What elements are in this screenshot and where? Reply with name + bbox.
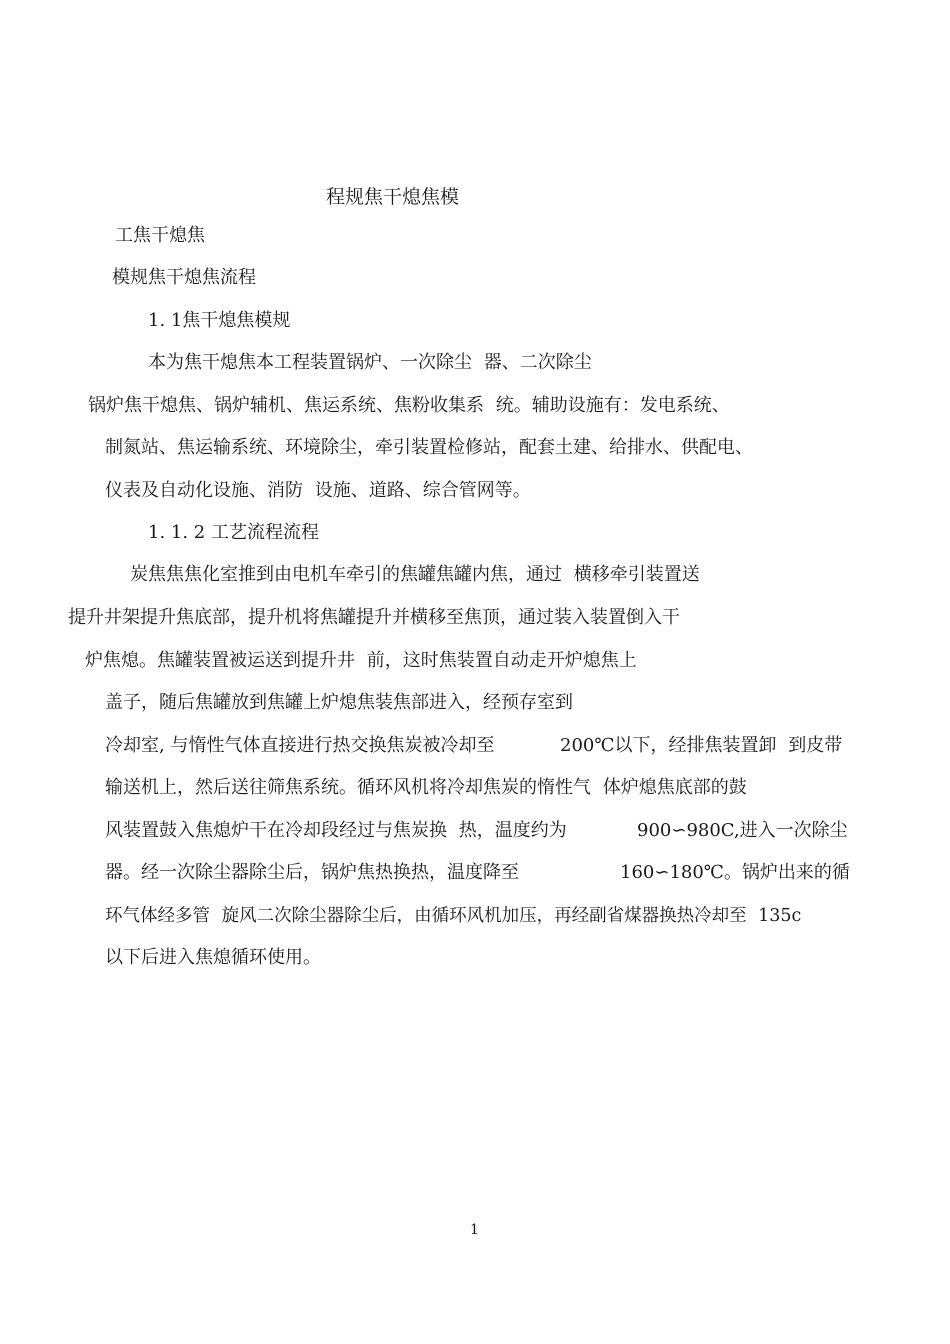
body-line-11b: 900∽980C,进入一次除尘: [637, 820, 848, 841]
body-line-2: [88, 395, 730, 417]
body-line-13-text: 环气体经多管: [105, 906, 210, 926]
body-line-14: 以下后进入焦熄循环使用。: [105, 947, 321, 968]
body-line-5-tail: 横移牵引装置送: [573, 564, 700, 585]
body-line-4-tail: 设施、道路、综合管网等。: [314, 480, 531, 501]
body-line-12b: 160∽180℃。锅炉出来的循: [620, 862, 850, 883]
body-line-6: 提升井架提升焦底部，提升机将焦罐提升并横移至焦顶，通过装入装置倒入干: [68, 607, 680, 628]
body-line-9b-text: 200℃以下，经排焦装置卸: [560, 735, 777, 756]
page-number: 1: [470, 1222, 479, 1238]
body-line-10-text: 输送机上，然后送往筛焦系统。循环风机将冷却焦炭的惰性气: [105, 777, 591, 798]
body-line-1: [148, 352, 592, 374]
body-line-9b: [560, 735, 842, 757]
body-line-11a: [105, 820, 567, 842]
body-line-7-text: 炉焦熄。焦罐装置被运送到提升井: [85, 650, 355, 671]
body-line-2-text: 锅炉焦干熄焦、锅炉辅机、焦运系统、焦粉收集系: [88, 395, 484, 416]
subsection-heading-1-1: 1. 1焦干熄焦模规: [148, 310, 291, 331]
body-line-4-text: 仪表及自动化设施、消防: [105, 480, 303, 501]
body-line-13-tail2: 135c: [758, 906, 802, 926]
body-line-5: [130, 564, 700, 586]
body-line-7-tail: 前，这时焦装置自动走开炉熄焦上: [366, 650, 637, 671]
body-line-9a: 冷却室, 与惰性气体直接进行热交换焦炭被冷却至: [105, 735, 495, 756]
body-line-7: [85, 650, 637, 672]
body-line-10-tail: 体炉熄焦底部的鼓: [602, 777, 747, 798]
body-line-11a-tail: 热，温度约为: [458, 820, 567, 841]
body-line-2-tail: 统。辅助设施有：发电系统、: [495, 395, 730, 416]
document-title: 程规焦干熄焦模: [326, 186, 460, 208]
body-line-9b-tail: 到皮带: [788, 735, 843, 756]
body-line-1-tail: 器、二次除尘: [483, 352, 592, 373]
body-line-11a-text: 风装置鼓入焦熄炉干在冷却段经过与焦炭换: [105, 820, 447, 841]
body-line-1-text: 本为焦干熄焦本工程装置锅炉、一次除尘: [148, 352, 472, 373]
section-heading: 工焦干熄焦: [115, 225, 205, 246]
subsection-heading: 模规焦干熄焦流程: [112, 267, 256, 288]
subsection-heading-1-1-2: 1. 1. 2 工艺流程流程: [148, 522, 319, 543]
body-line-3: 制氮站、焦运输系统、环境除尘，牵引装置检修站，配套土建、给排水、供配电、: [105, 437, 753, 458]
body-line-13: [105, 905, 801, 927]
body-line-4: [105, 480, 531, 502]
body-line-8: 盖子，随后焦罐放到焦罐上炉熄焦装焦部进入，经预存室到: [105, 692, 573, 713]
body-line-5-text: 炭焦焦焦化室推到由电机车牵引的焦罐焦罐内焦，通过: [130, 564, 562, 585]
body-line-13-tail: 旋风二次除尘器除尘后，由循环风机加压，再经副省煤器换热冷却至: [221, 906, 747, 926]
body-line-10: [105, 777, 747, 799]
body-line-12a: 器。经一次除尘器除尘后，锅炉焦热换热，温度降至: [105, 862, 519, 883]
